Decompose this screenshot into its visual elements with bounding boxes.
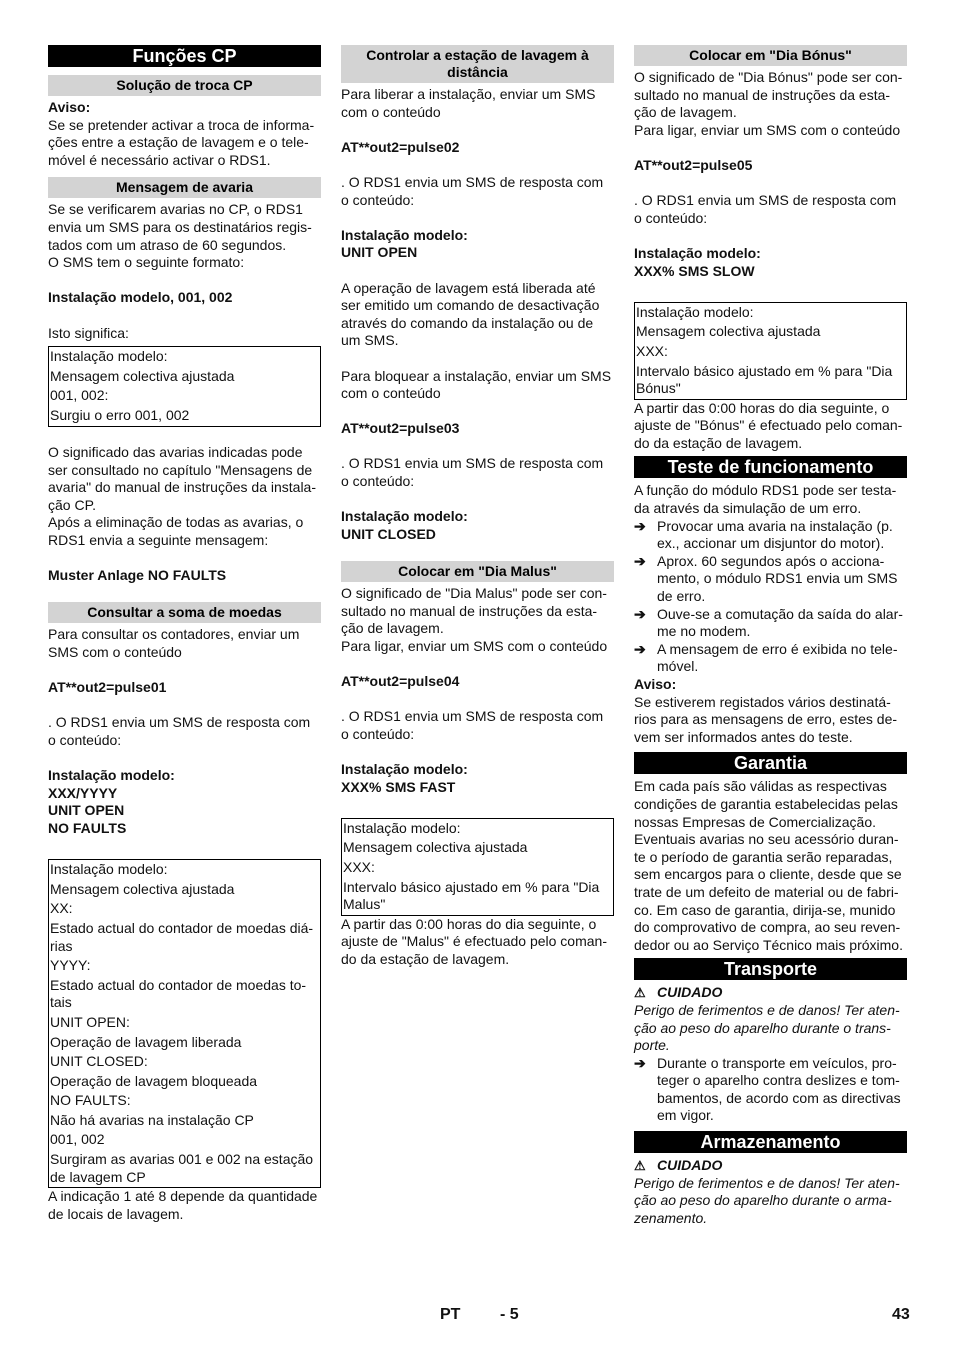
definition-table-moedas (48, 859, 321, 1188)
subsection-title-avaria: Mensagem de avaria (48, 177, 321, 198)
table-cell: 001, 002 (50, 1131, 105, 1148)
subsection-title-malus: Colocar em "Dia Malus" (341, 561, 614, 582)
arrow-right-icon: ➔ (634, 1054, 646, 1071)
sms-command-code: AT**out2=pulse05 (634, 156, 753, 173)
paragraph: . O RDS1 envia um SMS de resposta com o conteúdo: (634, 192, 897, 226)
arrow-right-icon: ➔ (634, 605, 646, 622)
response-line: Instalação modelo: (634, 244, 761, 261)
definition-table-bonus (634, 302, 907, 400)
definition-table-malus (341, 818, 614, 916)
paragraph: Isto significa: (48, 324, 129, 341)
footer-local-page: - 5 (500, 1306, 519, 1323)
paragraph: Perigo de ferimentos e de danos! Ter aten-ção ao peso do aparelho durante o trans-porte. (634, 1001, 900, 1054)
subsection-title-troca: Solução de troca CP (48, 75, 321, 96)
table-cell: NO FAULTS: (50, 1092, 131, 1109)
list-item: ➔ Aprox. 60 segundos após o acciona-mento, o módulo RDS1 envia um SMS de erro. (634, 552, 898, 605)
table-cell: 001, 002: (50, 387, 109, 404)
paragraph: O significado de "Dia Malus" pode ser con-sultado no manual de instruções da esta-ção de lavagem. (341, 585, 607, 637)
table-cell: Mensagem colectiva ajustada (636, 323, 821, 340)
column-3 (634, 45, 907, 1227)
paragraph: Em cada país são válidas as respectivas condições de garantia estabelecidas pelas nossas Empresas de Comercialização. Eventuais avarias no seu acessório duran-te o período de garantia serão reparadas, sem encargos para o cliente, desde que se trate de um defeito de material ou de fabri-co. Em caso de garantia, dirija-se, munido do comprovativo de compra, ao seu reven-dedor ou ao Serviço Técnico mais próximo. (634, 778, 903, 953)
table-cell: UNIT CLOSED: (50, 1053, 148, 1070)
paragraph: Se estiverem registados vários destinatá-rios para as mensagens de erro, estes de-vem ser informados antes do teste. (634, 693, 898, 745)
list-item: ➔ Durante o transporte em veículos, pro-teger o aparelho contra deslizes e tom-bamentos, de acordo com as directivas em vigor. (634, 1054, 901, 1124)
table-cell: Estado actual do contador de moedas diá-rias (50, 919, 314, 954)
paragraph: Se se pretender activar a troca de informa-ções entre a estação de lavagem e o tele-móvel é necessário activar o RDS1. (48, 116, 315, 168)
paragraph: Para consultar os contadores, enviar um SMS com o conteúdo (48, 626, 300, 661)
table-cell: Instalação modelo: (50, 348, 168, 365)
paragraph: A partir das 0:00 horas do dia seguinte, o ajuste de "Bónus" é efectuado pelo coman-do da estação de lavagem. (634, 399, 903, 451)
table-cell: XX: (50, 900, 73, 917)
sms-command-code: AT**out2=pulse03 (341, 420, 460, 437)
section-title-transporte: Transporte (634, 958, 907, 980)
definition-table-avaria (48, 346, 321, 426)
paragraph: . O RDS1 envia um SMS de resposta com o conteúdo: (48, 714, 311, 748)
paragraph: O significado das avarias indicadas pode ser consultado no capítulo "Mensagens de avaria" do manual de instruções da instala-ção CP. (48, 444, 317, 513)
paragraph: A partir das 0:00 horas do dia seguinte, o ajuste de "Malus" é efectuado pelo coman-do da estação de lavagem. (341, 915, 607, 967)
paragraph: Para bloquear a instalação, enviar um SMS com o conteúdo (341, 367, 612, 402)
paragraph: . O RDS1 envia um SMS de resposta com o conteúdo: (341, 708, 604, 742)
table-cell: Surgiram as avarias 001 e 002 na estação de lavagem CP (50, 1151, 314, 1185)
section-title-funcoes-cp: Funções CP (48, 45, 321, 67)
response-line: NO FAULTS (48, 819, 127, 836)
paragraph: Para liberar a instalação, enviar um SMS com o conteúdo (341, 86, 596, 120)
warning-triangle-icon: ⚠ (634, 1158, 646, 1174)
section-title-teste: Teste de funcionamento (634, 456, 907, 478)
table-cell: YYYY: (50, 957, 91, 974)
paragraph: Para ligar, enviar um SMS com o conteúdo (341, 637, 608, 654)
column-2 (341, 45, 614, 969)
paragraph: Perigo de ferimentos e de danos! Ter aten-ção ao peso do aparelho durante o arma-zenamento. (634, 1174, 900, 1226)
table-cell: Intervalo básico ajustado em % para "Dia Bónus" (636, 362, 893, 397)
paragraph: O SMS tem o seguinte formato: (48, 254, 245, 271)
warning-triangle-icon: ⚠ (634, 985, 646, 1001)
paragraph: A função do módulo RDS1 pode ser testa-da através da simulação de um erro. (634, 482, 897, 517)
table-cell: Mensagem colectiva ajustada (50, 367, 235, 384)
table-cell: Mensagem colectiva ajustada (343, 839, 528, 856)
sms-command-code: AT**out2=pulse01 (48, 679, 167, 696)
footer-page-number: 43 (892, 1306, 910, 1323)
table-cell: Instalação modelo: (636, 303, 754, 320)
list-item: ➔ A mensagem de erro é exibida no tele-móvel. (634, 640, 898, 675)
table-cell: Mensagem colectiva ajustada (50, 880, 235, 897)
response-line: XXX/YYYY (48, 784, 118, 801)
sms-format-code: Instalação modelo, 001, 002 (48, 289, 233, 306)
table-cell: Não há avarias na instalação CP (50, 1111, 254, 1128)
paragraph: Após a eliminação de todas as avarias, o RDS1 envia a seguinte mensagem: (48, 514, 304, 549)
subsection-title-controlar: Controlar a estação de lavagem à distância (341, 45, 614, 83)
response-line: Instalação modelo: (341, 226, 468, 243)
list-item: ➔ Ouve-se a comutação da saída do alar-me no modem. (634, 605, 903, 640)
subsection-title-bonus: Colocar em "Dia Bónus" (634, 45, 907, 66)
no-faults-code: Muster Anlage NO FAULTS (48, 567, 227, 584)
subsection-title-moedas: Consultar a soma de moedas (48, 602, 321, 623)
arrow-right-icon: ➔ (634, 640, 646, 657)
table-cell: Estado actual do contador de moedas to-tais (50, 976, 307, 1011)
response-line: Instalação modelo: (48, 767, 175, 784)
paragraph: O significado de "Dia Bónus" pode ser con-sultado no manual de instruções da esta-ção de lavagem. (634, 69, 903, 121)
paragraph: A operação de lavagem está liberada até ser emitido um comando de desactivação através do comando da instalação ou de um SMS. (341, 279, 600, 349)
table-cell: Instalação modelo: (50, 861, 168, 878)
response-line: UNIT OPEN (48, 802, 125, 819)
section-title-armazenamento: Armazenamento (634, 1131, 907, 1153)
sms-command-code: AT**out2=pulse04 (341, 673, 460, 689)
arrow-right-icon: ➔ (634, 517, 646, 534)
paragraph: . O RDS1 envia um SMS de resposta com o conteúdo: (341, 455, 604, 490)
section-title-garantia: Garantia (634, 752, 907, 774)
list-item: ➔ Provocar uma avaria na instalação (p. ex., accionar um disjuntor do motor). (634, 517, 893, 552)
response-line: Instalação modelo: (341, 760, 468, 777)
caution-label: ⚠ CUIDADO (634, 984, 723, 1001)
response-line: XXX% SMS FAST (341, 778, 456, 795)
table-cell: UNIT OPEN: (50, 1013, 130, 1030)
response-line: UNIT OPEN (341, 244, 418, 261)
table-cell: Instalação modelo: (343, 819, 461, 836)
caution-label: ⚠ CUIDADO (634, 1157, 723, 1174)
table-cell: Surgiu o erro 001, 002 (50, 406, 190, 423)
response-line: UNIT CLOSED (341, 525, 436, 542)
paragraph: Se se verificarem avarias no CP, o RDS1 envia um SMS para os destinatários regis-tados com um atraso de 60 segundos. (48, 201, 312, 253)
table-cell: Operação de lavagem liberada (50, 1033, 242, 1050)
table-cell: XXX: (636, 342, 668, 359)
aviso-label: Aviso: (48, 99, 91, 115)
response-line: Instalação modelo: (341, 508, 468, 525)
paragraph: A indicação 1 até 8 depende da quantidade de locais de lavagem. (48, 1188, 318, 1222)
sms-command-code: AT**out2=pulse02 (341, 138, 460, 155)
paragraph: Para ligar, enviar um SMS com o conteúdo (634, 121, 901, 138)
aviso-label: Aviso: (634, 676, 677, 692)
footer-language: PT (440, 1306, 461, 1323)
table-cell: Operação de lavagem bloqueada (50, 1072, 258, 1089)
table-cell: XXX: (343, 858, 375, 875)
response-line: XXX% SMS SLOW (634, 262, 755, 279)
table-cell: Intervalo básico ajustado em % para "Dia Malus" (343, 878, 600, 913)
paragraph: . O RDS1 envia um SMS de resposta com o conteúdo: (341, 173, 604, 208)
column-1 (48, 45, 321, 1223)
arrow-right-icon: ➔ (634, 552, 646, 569)
